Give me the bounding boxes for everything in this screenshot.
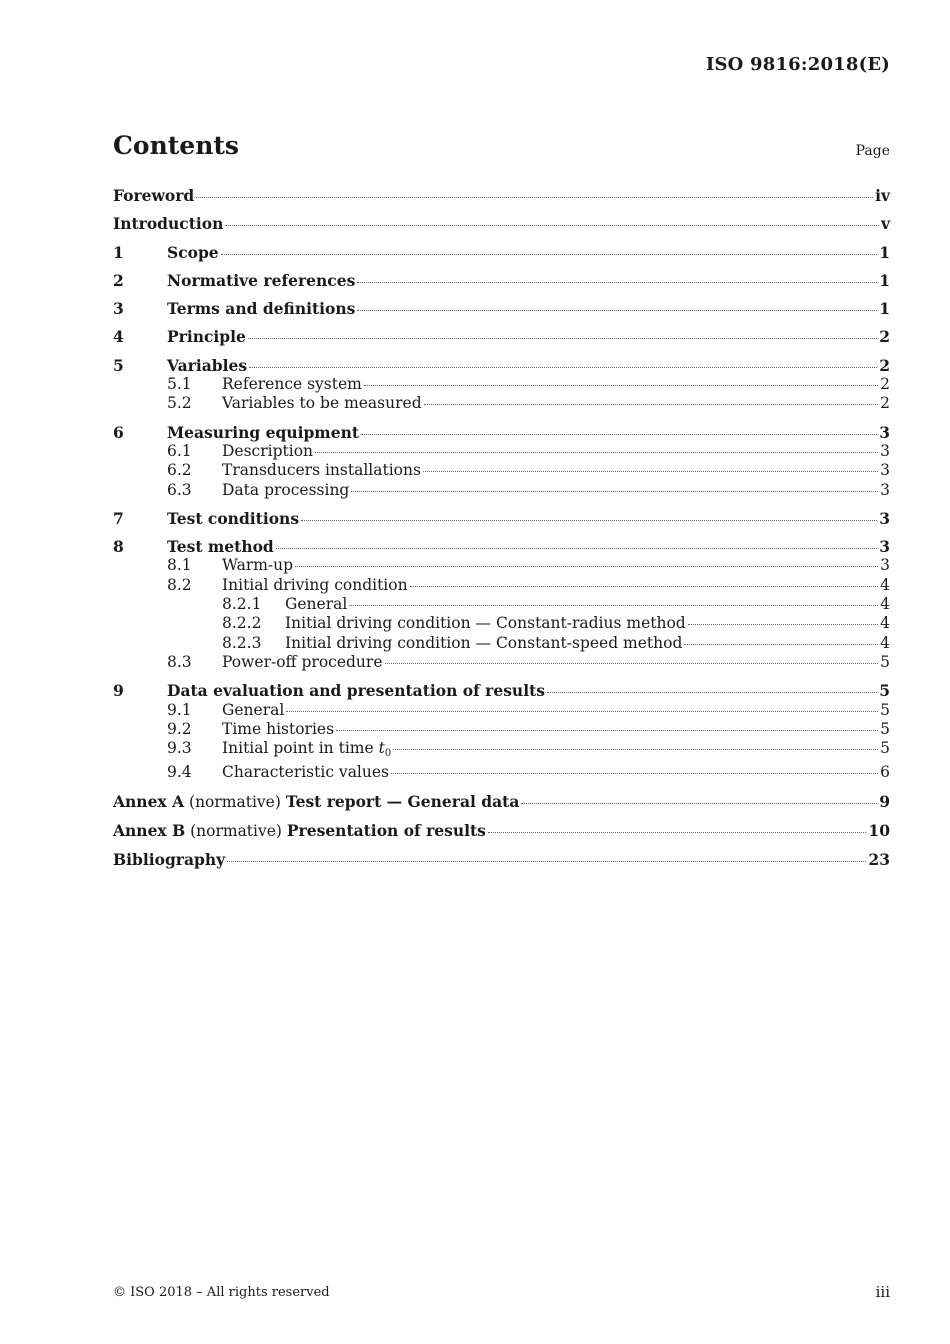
toc-entry-page: 2 [879, 327, 890, 347]
toc-entry-number: 6 [113, 422, 124, 442]
toc-entry-page: 4 [880, 633, 890, 652]
toc-entry-title [222, 556, 293, 575]
toc-entry-title-text: Bibliography [113, 850, 226, 870]
footer-copyright: © ISO 2018 – All rights reserved [113, 1285, 330, 1300]
toc-entry[interactable] [113, 356, 890, 375]
toc-entry-page: 9 [879, 791, 890, 811]
toc-entry-page: 5 [879, 681, 890, 701]
page-column-label: Page [855, 143, 890, 159]
toc-entry-number: 8.1 [167, 556, 192, 575]
toc-entry-title-text: Data processing [222, 480, 350, 499]
toc-entry[interactable] [113, 850, 890, 869]
toc-entry-title [113, 821, 486, 841]
toc-entry-page: 2 [879, 355, 890, 375]
toc-dot-leader [521, 803, 877, 804]
toc-entry[interactable] [113, 576, 890, 595]
toc-entry-number: 8.2.2 [222, 614, 262, 633]
toc-entry-title [167, 327, 246, 346]
toc-entry-title-text: Annex A [113, 791, 185, 811]
table-of-contents [113, 186, 890, 870]
toc-entry[interactable] [113, 537, 890, 556]
toc-entry-page: 4 [880, 575, 890, 594]
toc-entry-page: 3 [879, 508, 890, 528]
toc-entry-number: 5 [113, 355, 124, 375]
toc-entry-title [222, 739, 391, 763]
toc-entry-title-text: General [285, 595, 348, 614]
toc-entry-title [167, 537, 274, 556]
toc-dot-leader [684, 644, 878, 645]
toc-dot-leader [357, 310, 877, 311]
toc-entry-title [167, 681, 545, 700]
toc-entry-number: 3 [113, 299, 124, 319]
toc-entry-page: 2 [880, 375, 890, 394]
toc-entry-title-text: Characteristic values [222, 763, 389, 782]
toc-entry-page: 3 [880, 556, 890, 575]
toc-entry-title [222, 442, 313, 461]
toc-entry-page: 10 [868, 821, 890, 841]
toc-entry-title-text: Foreword [113, 186, 195, 205]
toc-entry-title [167, 271, 355, 290]
toc-entry-title-text: Description [222, 441, 314, 460]
toc-entry-title [167, 299, 355, 318]
toc-entry[interactable] [113, 461, 890, 480]
toc-entry-title [222, 576, 408, 595]
toc-entry-page: 5 [880, 719, 890, 738]
toc-entry-title-text: Data evaluation and presentation of results [167, 681, 545, 701]
toc-entry-number: 8.2.3 [222, 633, 262, 652]
toc-dot-leader [385, 663, 879, 664]
toc-entry-title [222, 720, 334, 739]
footer-page-number: iii [875, 1283, 890, 1301]
toc-entry-title-text: Initial point in time [222, 739, 379, 758]
toc-dot-leader [393, 749, 878, 750]
toc-entry-title-text: Time histories [222, 719, 335, 738]
toc-entry-title-text: Test conditions [167, 508, 300, 528]
toc-dot-leader [361, 434, 877, 435]
toc-dot-leader [351, 491, 878, 492]
toc-dot-leader [248, 338, 877, 339]
document-id: ISO 9816:2018(E) [705, 54, 890, 75]
toc-entry-number: 4 [113, 327, 124, 347]
toc-entry-title [222, 701, 284, 720]
toc-entry-page: 5 [880, 652, 890, 671]
toc-entry-title [222, 375, 362, 394]
toc-entry-title-text: Measuring equipment [167, 422, 360, 442]
toc-entry-page: 3 [880, 480, 890, 499]
toc-dot-leader [196, 197, 873, 198]
toc-entry-number: 9 [113, 681, 124, 701]
toc-dot-leader [547, 692, 877, 693]
toc-entry-number: 7 [113, 508, 124, 528]
toc-entry-page: iv [875, 186, 890, 205]
toc-entry[interactable] [113, 739, 890, 763]
toc-entry-title [285, 614, 686, 633]
toc-entry-number: 6.2 [167, 461, 192, 480]
toc-entry-number: 8.3 [167, 652, 192, 671]
toc-entry-title [167, 243, 219, 262]
toc-entry[interactable] [113, 701, 890, 720]
toc-entry-title-text: Initial driving condition [222, 575, 408, 594]
toc-entry[interactable] [113, 681, 890, 700]
toc-entry-title [167, 356, 247, 375]
toc-dot-leader [295, 566, 878, 567]
toc-entry-title [285, 595, 347, 614]
toc-entry[interactable] [113, 556, 890, 575]
toc-entry[interactable] [113, 271, 890, 290]
toc-entry-number: 5.2 [167, 394, 192, 413]
toc-entry-title-text: Test method [167, 537, 274, 557]
toc-entry-number: 8.2.1 [222, 595, 262, 614]
toc-dot-leader [227, 861, 866, 862]
toc-entry-title-text: Initial driving condition — Constant-speed method [285, 633, 683, 652]
toc-entry-title-text: Variables [167, 355, 248, 375]
toc-dot-leader [410, 586, 879, 587]
toc-entry[interactable] [113, 299, 890, 318]
toc-entry-title [113, 186, 194, 205]
toc-entry-title-text: Terms and definitions [167, 299, 356, 319]
toc-entry-title [113, 792, 519, 812]
toc-dot-leader [225, 225, 879, 226]
toc-entry-page: 4 [880, 614, 890, 633]
toc-entry-annex-type: (normative) [184, 792, 286, 811]
toc-entry-page: 6 [880, 763, 890, 782]
toc-dot-leader [364, 385, 878, 386]
toc-dot-leader [349, 605, 878, 606]
toc-entry-title [222, 461, 421, 480]
toc-entry-number: 8 [113, 537, 124, 557]
toc-entry-title [113, 214, 223, 233]
toc-entry[interactable] [113, 634, 890, 653]
toc-entry-title-text: Transducers installations [222, 461, 421, 480]
toc-entry[interactable] [113, 720, 890, 739]
toc-entry[interactable] [113, 243, 890, 262]
toc-entry-page: 1 [879, 270, 890, 290]
toc-entry-title-text: Power-off procedure [222, 652, 383, 671]
toc-entry-title [222, 763, 389, 782]
toc-dot-leader [249, 367, 877, 368]
toc-entry-number: 8.2 [167, 575, 192, 594]
toc-entry-page: 4 [880, 595, 890, 614]
toc-entry-title [222, 394, 422, 413]
toc-entry[interactable] [113, 763, 890, 782]
toc-entry-title [222, 653, 383, 672]
toc-entry-page: 3 [879, 537, 890, 557]
toc-entry-title [222, 481, 349, 500]
toc-entry-number: 9.2 [167, 719, 192, 738]
toc-entry[interactable] [113, 821, 890, 841]
toc-entry-page: 2 [880, 394, 890, 413]
toc-entry-title-text: Variables to be measured [222, 394, 422, 413]
toc-entry[interactable] [113, 792, 890, 812]
toc-entry[interactable] [113, 394, 890, 413]
toc-entry-annex-type: (normative) [185, 822, 287, 841]
toc-entry-title-text: Normative references [167, 270, 356, 290]
toc-entry-title [167, 509, 299, 528]
toc-entry-number: 5.1 [167, 375, 192, 394]
toc-entry-number: 9.3 [167, 739, 192, 758]
toc-entry-page: 1 [879, 299, 890, 319]
toc-dot-leader [424, 404, 879, 405]
toc-entry[interactable] [113, 509, 890, 528]
toc-entry[interactable] [113, 214, 890, 233]
toc-entry-page: 3 [880, 461, 890, 480]
toc-entry-number: 9.4 [167, 763, 192, 782]
toc-dot-leader [688, 624, 878, 625]
toc-dot-leader [488, 832, 867, 833]
toc-dot-leader [336, 730, 878, 731]
toc-entry-title-text: Reference system [222, 375, 362, 394]
toc-entry-annex-title: Test report — General data [285, 791, 520, 811]
toc-entry-title-text: Introduction [113, 214, 224, 234]
toc-entry-page: 1 [879, 242, 890, 262]
toc-entry-number: 1 [113, 242, 124, 262]
toc-dot-leader [423, 471, 878, 472]
toc-entry-number: 6.3 [167, 480, 192, 499]
toc-entry-page: 3 [880, 441, 890, 460]
toc-entry[interactable] [113, 375, 890, 394]
toc-entry-title [167, 423, 359, 442]
toc-dot-leader [301, 520, 877, 521]
toc-entry-number: 9.1 [167, 700, 192, 719]
toc-entry-title-text: Annex B [113, 821, 186, 841]
toc-entry-title-text: Initial driving condition — Constant-radius method [285, 614, 686, 633]
toc-entry-title-text: Warm-up [222, 556, 294, 575]
toc-entry-page: 23 [868, 850, 890, 870]
toc-entry[interactable] [113, 186, 890, 205]
toc-entry[interactable] [113, 595, 890, 614]
toc-entry[interactable] [113, 442, 890, 461]
toc-entry-page: 5 [880, 739, 890, 758]
toc-entry-number: 2 [113, 270, 124, 290]
toc-entry[interactable] [113, 481, 890, 500]
toc-entry-annex-title: Presentation of results [286, 821, 486, 841]
contents-title: Contents [113, 131, 240, 160]
toc-entry-title [113, 850, 225, 869]
toc-entry-math-subscript: 0 [384, 748, 392, 760]
toc-entry-page: 3 [879, 422, 890, 442]
toc-entry-title-text: General [222, 700, 285, 719]
toc-entry-title-text: Scope [167, 242, 219, 262]
toc-dot-leader [286, 711, 878, 712]
toc-entry-page: 5 [880, 700, 890, 719]
toc-entry-title-text: Principle [167, 327, 246, 347]
toc-dot-leader [357, 282, 877, 283]
toc-entry[interactable] [113, 653, 890, 672]
toc-dot-leader [391, 773, 878, 774]
toc-entry-math-variable: t [378, 739, 385, 758]
toc-dot-leader [315, 452, 878, 453]
toc-entry-title [285, 634, 682, 653]
toc-entry-number: 6.1 [167, 441, 192, 460]
toc-dot-leader [276, 548, 877, 549]
toc-entry[interactable] [113, 423, 890, 442]
toc-entry[interactable] [113, 327, 890, 346]
toc-dot-leader [221, 254, 878, 255]
toc-entry-page: v [880, 214, 890, 234]
toc-entry[interactable] [113, 614, 890, 633]
